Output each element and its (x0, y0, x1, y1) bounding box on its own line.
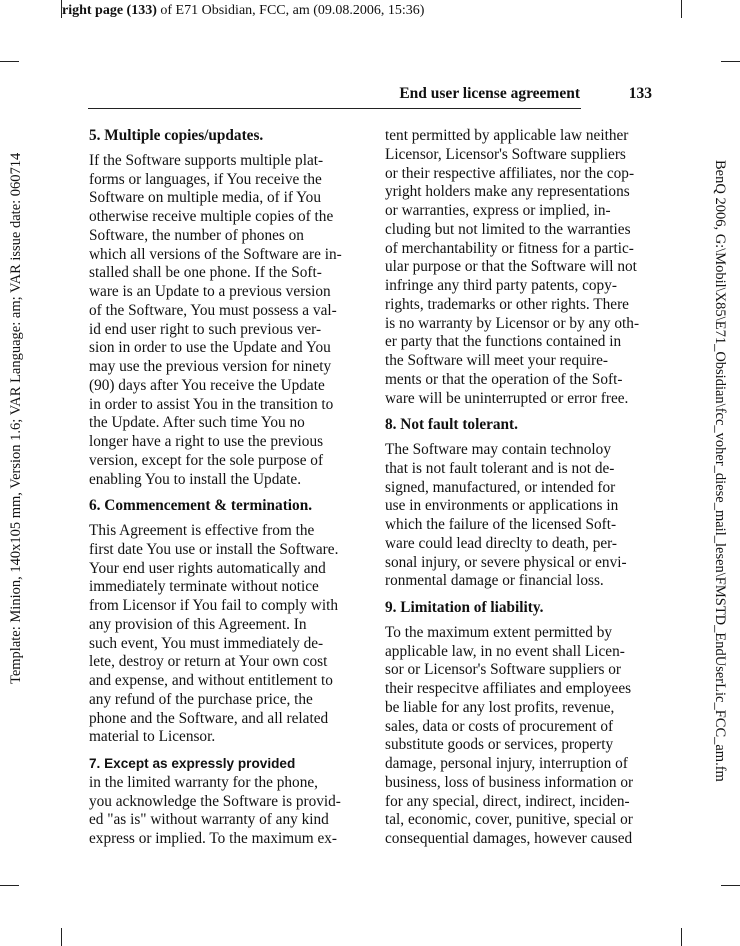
section-heading: 8. Not fault tolerant. (385, 416, 518, 434)
body-line: To the maximum extent permitted by (385, 623, 613, 641)
body-line: of merchantability or fitness for a partic- (385, 239, 634, 257)
body-line: If the Software supports multiple plat- (89, 151, 324, 169)
paragraph-gap (385, 408, 653, 416)
body-line: id end user right to such previous ver- (89, 320, 322, 338)
body-line: may use the previous version for ninety (89, 358, 332, 375)
body-line: ments or that the operation of the Soft- (385, 370, 623, 388)
body-line: lete, destroy or return at Your own cost (89, 653, 328, 671)
body-line: sor or Licensor's Software suppliers or (385, 661, 621, 679)
body-line: their respecitve affiliates and employees (385, 680, 632, 697)
running-head-title: End user license agreement (399, 85, 580, 102)
body-line: signed, manufactured, or intended for (385, 478, 616, 496)
body-line: ware will be uninterrupted or error free. (385, 389, 629, 407)
right-column (385, 127, 653, 849)
crop-mark (0, 61, 19, 62)
body-line: of the Software, You must possess a val- (89, 301, 337, 319)
file-path-text: BenQ 2006, G:\Mobil\X85\E71_Obsidian\fcc_voher_diese_mail_lesen\FMSTD_EndUserLic_FCC_am.fm (712, 160, 728, 782)
body-line: the Update. After such time You no (89, 414, 305, 432)
body-line: Software, the number of phones on (89, 226, 304, 244)
body-line: stalled shall be one phone. If the Soft- (89, 264, 322, 282)
body-line: Software on multiple media, of if You (89, 189, 321, 207)
body-line: tent permitted by applicable law neither (385, 127, 629, 144)
body-line: you acknowledge the Software is provid- (89, 792, 341, 810)
section-heading: 6. Commencement & termination. (89, 497, 313, 515)
file-path-margin (702, 160, 734, 886)
body-line: ed "as is" without warranty of any kind (89, 811, 329, 829)
slug-file-info: of E71 Obsidian, FCC, am (09.08.2006, 15:36) (160, 3, 425, 18)
body-line: in order to assist You in the transition to (89, 395, 334, 413)
body-line: The Software may contain technoloy (385, 441, 611, 458)
body-line: tal, economic, cover, punitive, special or (385, 811, 633, 829)
body-line: (90) days after You receive the Update (89, 376, 325, 394)
body-line: ware could lead direclty to death, per- (385, 534, 618, 552)
crop-mark (0, 885, 19, 886)
body-line: rights, trademarks or other rights. There (385, 295, 629, 313)
body-line: ronmental damage or financial loss. (385, 572, 604, 590)
body-line: any provision of this Agreement. In (89, 615, 307, 633)
body-line: damage, personal injury, interruption of (385, 755, 628, 772)
body-line: or their respective affiliates, nor the cop- (385, 164, 635, 182)
section-heading: 9. Limitation of liability. (385, 599, 544, 616)
body-line: cluding but not limited to the warranties (385, 220, 631, 238)
crop-mark (681, 928, 682, 946)
body-line: consequential damages, however caused (385, 830, 633, 847)
section-heading: 7. Except as expressly provided (89, 756, 296, 771)
running-head (88, 84, 652, 108)
body-line: sales, data or costs of procurement of (385, 717, 614, 735)
body-line: yright holders make any representations (385, 183, 630, 201)
template-info-text: Template: Minion, 140x105 mm, Version 1.6; VAR Language: am; VAR issue date: 060714 (8, 152, 24, 684)
body-line: phone and the Software, and all related (89, 709, 329, 727)
body-line: which all versions of the Software are in- (89, 245, 342, 263)
body-line: substitute goods or services, property (385, 736, 614, 754)
slug-page-label: right page (133) (62, 3, 157, 18)
body-line: otherwise receive multiple copies of the (89, 208, 334, 225)
body-line: Licensor, Licensor's Software suppliers (385, 145, 626, 163)
body-line: sonal injury, or severe physical or envi- (385, 553, 627, 571)
print-slug (62, 2, 424, 20)
body-line: such event, You must immediately de- (89, 634, 324, 652)
body-line: any refund of the purchase price, the (89, 690, 313, 708)
page-number: 133 (628, 85, 652, 102)
body-line: use in environments or applications in (385, 497, 619, 515)
section-heading: 5. Multiple copies/updates. (89, 127, 264, 144)
paragraph-gap (385, 591, 653, 599)
body-line: er party that the functions contained in (385, 333, 622, 351)
body-line: for any special, direct, indirect, inciden- (385, 792, 630, 810)
body-line: immediately terminate without notice (89, 578, 319, 596)
body-line: first date You use or install the Software. (89, 540, 339, 558)
body-line: applicable law, in no event shall Licen- (385, 642, 625, 660)
body-line: Your end user rights automatically and (89, 559, 326, 577)
crop-mark (721, 61, 740, 62)
header-rule (88, 108, 581, 109)
paragraph-gap (89, 489, 355, 497)
body-line: ular purpose or that the Software will not (385, 258, 637, 276)
crop-mark (681, 0, 682, 18)
body-line: sion in order to use the Update and You (89, 339, 331, 357)
crop-mark (61, 928, 62, 946)
body-line: material to Licensor. (89, 728, 216, 746)
body-line: in the limited warranty for the phone, (89, 773, 318, 791)
body-line: which the failure of the licensed Soft- (385, 516, 617, 533)
body-line: forms or languages, if You receive the (89, 170, 322, 188)
body-line: infringe any third party patents, copy- (385, 277, 617, 294)
template-info-margin (6, 64, 28, 684)
body-line: This Agreement is effective from the (89, 522, 315, 539)
body-line: enabling You to install the Update. (89, 470, 302, 488)
body-line: is no warranty by Licensor or by any oth- (385, 314, 640, 332)
paragraph-gap (89, 747, 355, 755)
body-line: or warranties, express or implied, in- (385, 202, 611, 219)
body-line: the Software will meet your require- (385, 352, 608, 369)
left-column (89, 127, 355, 849)
body-line: and expense, and without entitlement to (89, 672, 333, 689)
body-line: business, loss of business information or (385, 773, 634, 791)
body-line: version, except for the sole purpose of (89, 451, 324, 469)
body-line: be liable for any lost profits, revenue, (385, 698, 615, 716)
body-line: from Licensor if You fail to comply with (89, 597, 338, 614)
body-line: longer have a right to use the previous (89, 433, 324, 450)
body-line: ware is an Update to a previous version (89, 283, 331, 300)
body-line: express or implied. To the maximum ex- (89, 830, 338, 847)
body-line: that is not fault tolerant and is not de- (385, 459, 615, 477)
